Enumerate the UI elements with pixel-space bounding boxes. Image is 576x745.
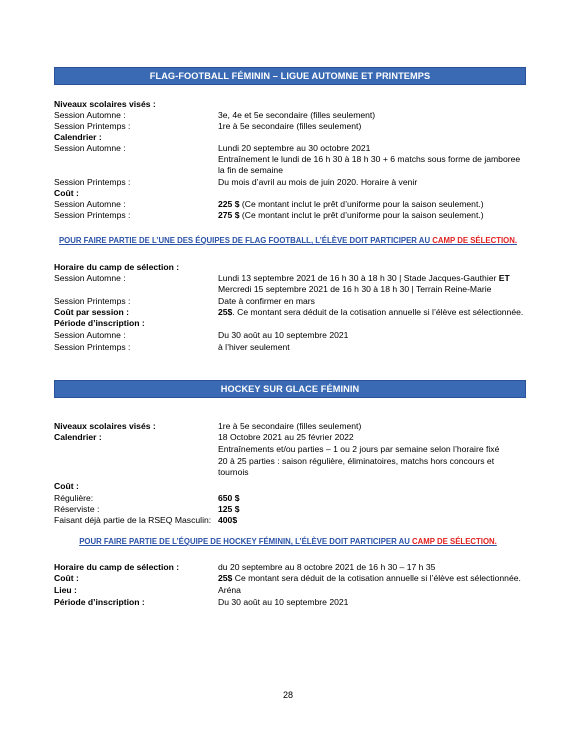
hockey-periode: Période d’inscription : Du 30 août au 10 septembre 2021 bbox=[54, 597, 349, 607]
flag-periode-automne: Session Automne : Du 30 août au 10 septembre 2021 bbox=[54, 330, 349, 340]
flag-calendrier-heading: Calendrier : bbox=[54, 132, 102, 142]
flag-calendrier-printemps: Session Printemps : Du mois d’avril au mois de juin 2020. Horaire à venir bbox=[54, 177, 418, 187]
flag-cout-automne: Session Automne : 225 $ (Ce montant inclut le prêt d’uniforme pour la saison seulement.) bbox=[54, 199, 484, 209]
hockey-calendrier-line4: tournois bbox=[218, 467, 249, 477]
hockey-calendrier-line2: Entraînements et/ou parties – 1 ou 2 jours par semaine selon l’horaire fixé bbox=[218, 444, 500, 454]
hockey-camp: Horaire du camp de sélection : du 20 septembre au 8 octobre 2021 de 16 h 30 – 17 h 35 bbox=[54, 562, 436, 572]
hockey-banner: HOCKEY SUR GLACE FÉMININ bbox=[54, 380, 526, 398]
hockey-cout-heading: Coût : bbox=[54, 481, 79, 491]
flag-calendrier-automne-line3: la fin de semaine bbox=[218, 165, 283, 175]
flag-calendrier-automne: Session Automne : Lundi 20 septembre au 30 octobre 2021 bbox=[54, 143, 371, 153]
hockey-cout-reserviste: Réserviste : 125 $ bbox=[54, 504, 240, 514]
flag-camp-heading: Horaire du camp de sélection : bbox=[54, 262, 180, 272]
flag-cout-heading: Coût : bbox=[54, 188, 79, 198]
flag-periode-printemps: Session Printemps : à l’hiver seulement bbox=[54, 342, 290, 352]
hockey-calendrier-line3: 20 à 25 parties : saison régulière, éliminatoires, matchs hors concours et bbox=[218, 456, 495, 466]
flag-football-banner: FLAG-FOOTBALL FÉMININ – LIGUE AUTOMNE ET PRINTEMPS bbox=[54, 67, 526, 85]
flag-niveaux-heading: Niveaux scolaires visés : bbox=[54, 99, 156, 109]
hockey-niveaux: Niveaux scolaires visés : 1re à 5e secondaire (filles seulement) bbox=[54, 421, 362, 431]
flag-niveaux-automne: Session Automne : 3e, 4e et 5e secondaire (filles seulement) bbox=[54, 110, 376, 120]
hockey-cout: Coût : 25$ Ce montant sera déduit de la cotisation annuelle si l’élève est sélectionnée. bbox=[54, 573, 521, 583]
flag-cout-printemps: Session Printemps : 275 $ (Ce montant inclut le prêt d’uniforme pour la saison seulement.) bbox=[54, 210, 484, 220]
flag-cout-session: Coût par session : 25$. Ce montant sera déduit de la cotisation annuelle si l’élève est sélectionnée. bbox=[54, 307, 524, 317]
flag-camp-printemps: Session Printemps : Date à confirmer en mars bbox=[54, 296, 315, 306]
flag-calendrier-automne-line2: Entraînement le lundi de 16 h 30 à 18 h 30 + 6 matchs sous forme de jamboree bbox=[218, 154, 521, 164]
hockey-calendrier: Calendrier : 18 Octobre 2021 au 25 février 2022 bbox=[54, 432, 354, 442]
flag-niveaux-printemps: Session Printemps : 1re à 5e secondaire (filles seulement) bbox=[54, 121, 362, 131]
hockey-lieu: Lieu : Aréna bbox=[54, 585, 241, 595]
hockey-cout-rseq: Faisant déjà partie de la RSEQ Masculin: 400$ bbox=[54, 515, 238, 525]
page-number: 28 bbox=[282, 690, 293, 700]
flag-camp-automne: Session Automne : Lundi 13 septembre 2021 de 16 h 30 à 18 h 30 | Stade Jacques-Gauthier ET bbox=[54, 273, 510, 283]
flag-periode-heading: Période d’inscription : bbox=[54, 318, 145, 328]
hockey-cout-reguliere: Régulière: 650 $ bbox=[54, 493, 240, 503]
hockey-selection-notice: POUR FAIRE PARTIE DE L’ÉQUIPE DE HOCKEY FÉMININ, L’ÉLÈVE DOIT PARTICIPER AU CAMP DE SÉLECTION. bbox=[79, 537, 497, 546]
flag-selection-notice: POUR FAIRE PARTIE DE L’UNE DES ÉQUIPES DE FLAG FOOTBALL, L’ÉLÈVE DOIT PARTICIPER AU CAMP DE SÉLECTION. bbox=[58, 236, 518, 245]
flag-camp-automne-line2: Mercredi 15 septembre 2021 de 16 h 30 à 18 h 30 | Terrain Reine-Marie bbox=[218, 284, 492, 294]
